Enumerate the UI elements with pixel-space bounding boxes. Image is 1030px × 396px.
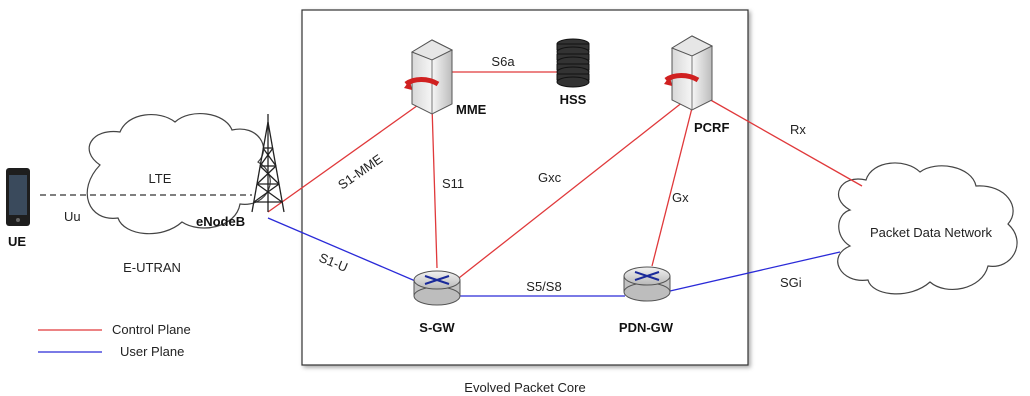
label-uu: Uu	[64, 209, 81, 224]
ue-label: UE	[8, 234, 27, 249]
label-s1-u: S1-U	[316, 249, 350, 275]
label-s11: S11	[442, 176, 465, 191]
label-s5-s8: S5/S8	[526, 279, 562, 294]
enodeb-label: eNodeB	[196, 214, 246, 229]
legend-control-label: Control Plane	[112, 322, 191, 337]
label-gx: Gx	[672, 190, 689, 205]
hss-label: HSS	[559, 92, 587, 107]
legend-user-label: User Plane	[120, 344, 185, 359]
sgw-label: S-GW	[419, 320, 455, 335]
pdngw-router-icon	[624, 267, 670, 301]
lte-label: LTE	[148, 171, 172, 186]
hss-database-icon	[557, 39, 589, 87]
label-s1-mme: S1-MME	[335, 151, 386, 193]
eutran-label: E-UTRAN	[123, 260, 181, 275]
epc-label: Evolved Packet Core	[464, 380, 586, 395]
ue-phone-icon	[6, 168, 30, 226]
label-sgi: SGi	[780, 275, 802, 290]
pdngw-label: PDN-GW	[618, 320, 674, 335]
label-gxc: Gxc	[538, 170, 562, 185]
pcrf-label: PCRF	[694, 120, 730, 135]
legend	[38, 322, 191, 359]
label-rx: Rx	[790, 122, 806, 137]
pdn-label: Packet Data Network	[869, 225, 993, 240]
label-s6a: S6a	[491, 54, 515, 69]
sgw-router-icon	[414, 271, 460, 305]
mme-label: MME	[456, 102, 487, 117]
